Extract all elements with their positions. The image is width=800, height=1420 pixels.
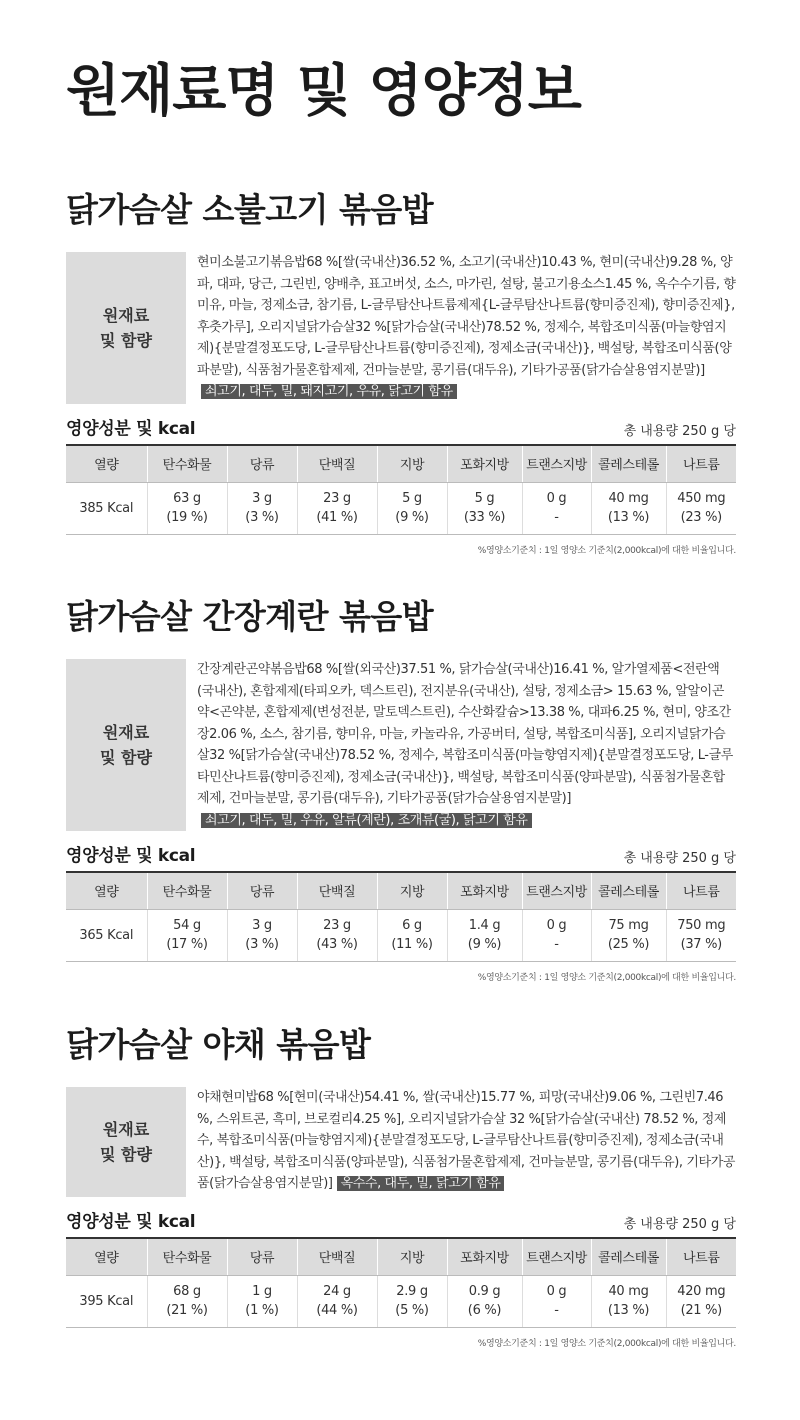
- column-header: 나트륨: [666, 873, 736, 909]
- cell-amount: 750 mg: [677, 918, 726, 933]
- product-name: 닭가슴살 야채 볶음밥: [66, 1025, 371, 1064]
- ingredients-label-line1: 원재료: [102, 723, 150, 742]
- table-cell: [522, 1275, 591, 1327]
- cell-amount: 450 mg: [677, 491, 726, 506]
- table-cell: [297, 909, 377, 961]
- cell-amount: 3 g: [252, 918, 272, 933]
- cell-percent: (3 %): [245, 937, 279, 952]
- nutrition-total: 총 내용량 250 g 당: [623, 424, 736, 439]
- table-cell: [377, 909, 447, 961]
- ingredients-label-line2: 및 함량: [100, 748, 152, 767]
- cell-percent: -: [554, 937, 559, 952]
- ingredients-label: [66, 252, 186, 404]
- cell-amount: 2.9 g: [396, 1284, 428, 1299]
- cell-percent: (19 %): [166, 510, 208, 525]
- cell-percent: (41 %): [316, 510, 358, 525]
- column-header: 콜레스테롤: [591, 1239, 666, 1275]
- cell-amount: 385 Kcal: [79, 500, 134, 516]
- cell-percent: (44 %): [316, 1303, 358, 1318]
- product-name: 닭가슴살 소불고기 볶음밥: [66, 190, 434, 229]
- table-cell: [666, 1275, 736, 1327]
- nutrition-title: 영양성분 및 kcal: [66, 419, 196, 439]
- nutrition-table: [66, 873, 736, 962]
- ingredients-label-line1: 원재료: [102, 306, 150, 325]
- nutrition-table: [66, 1239, 736, 1328]
- cell-percent: (9 %): [395, 510, 429, 525]
- table-cell: [147, 1275, 227, 1327]
- column-header: 트랜스지방: [522, 873, 591, 909]
- footnote: %영양소기준치 : 1일 영양소 기준치(2,000kcal)에 대한 비율입니다.: [477, 1338, 736, 1349]
- cell-percent: (3 %): [245, 510, 279, 525]
- cell-amount: 365 Kcal: [79, 927, 134, 943]
- cell-percent: (43 %): [316, 937, 358, 952]
- table-cell: [147, 482, 227, 534]
- table-cell: [66, 482, 147, 534]
- column-header: 지방: [377, 1239, 447, 1275]
- cell-amount: 24 g: [323, 1284, 351, 1299]
- product-section: [66, 188, 736, 556]
- ingredients-text: [186, 252, 736, 404]
- table-row: [66, 482, 736, 534]
- column-header: 당류: [227, 873, 297, 909]
- column-header: 포화지방: [447, 446, 522, 482]
- cell-percent: (9 %): [467, 937, 502, 952]
- ingredients-text: [186, 1087, 736, 1197]
- column-header: 열량: [66, 1239, 147, 1275]
- table-cell: [591, 909, 666, 961]
- column-header: 트랜스지방: [522, 1239, 591, 1275]
- table-cell: [377, 482, 447, 534]
- column-header: 당류: [227, 1239, 297, 1275]
- cell-percent: (33 %): [463, 510, 506, 525]
- column-header: 단백질: [297, 873, 377, 909]
- cell-amount: 5 g: [402, 491, 422, 506]
- table-header-row: [66, 873, 736, 909]
- ingredients-label-line2: 및 함량: [100, 1145, 152, 1164]
- nutrition-title: 영양성분 및 kcal: [66, 846, 196, 866]
- column-header: 단백질: [297, 1239, 377, 1275]
- table-cell: [66, 1275, 147, 1327]
- table-cell: [666, 482, 736, 534]
- column-header: 지방: [377, 446, 447, 482]
- cell-amount: 1.4 g: [468, 918, 501, 933]
- table-cell: [447, 1275, 522, 1327]
- table-cell: [591, 482, 666, 534]
- table-cell: [377, 1275, 447, 1327]
- allergen-badge: 옥수수, 대두, 밀, 닭고기 함유: [337, 1176, 505, 1191]
- cell-amount: 75 mg: [608, 918, 649, 933]
- ingredients-label: [66, 1087, 186, 1197]
- table-cell: [522, 482, 591, 534]
- cell-amount: 3 g: [252, 491, 272, 506]
- cell-amount: 0 g: [546, 491, 567, 506]
- table-header-row: [66, 1239, 736, 1275]
- column-header: 탄수화물: [147, 873, 227, 909]
- table-cell: [66, 909, 147, 961]
- table-cell: [147, 909, 227, 961]
- ingredients-row: [66, 659, 736, 831]
- cell-percent: (5 %): [395, 1303, 429, 1318]
- cell-percent: (6 %): [467, 1303, 502, 1318]
- cell-percent: (1 %): [245, 1303, 279, 1318]
- table-cell: [522, 909, 591, 961]
- ingredients-text: [186, 659, 736, 831]
- cell-amount: 1 g: [252, 1284, 272, 1299]
- table-header-row: [66, 446, 736, 482]
- ingredients-body: 현미소불고기볶음밥68 %[쌀(국내산)36.52 %, 소고기(국내산)10.43 %, 현미(국내산)9.28 %, 양파, 대파, 당근, 그린빈, 양배추, 표고버섯, 소스, 마가린, 설탕, 불고기용소스1.45 %, 옥수수기름, 향미유, 마늘, 정제소금, 참기름, L-글루탐산나트륨제제{L-글루탐산나트륨(향미증진제), 향미증진제}, 후춧가루], 오리지널닭가슴살32 %[닭가슴살(국내산)78.52 %, 정제수, 복합조미식품(마늘향염지제){분말결정포도당, L-글루탐산나트륨(향미증진제), 정제소금(국내산)}, 백설탕, 복합조미식품(양파분말), 식품첨가물혼합제제, 건마늘분말, 콩기름(대두유), 기타가공품(닭가슴살용염지분말)]: [197, 255, 736, 378]
- cell-percent: (13 %): [607, 510, 650, 525]
- cell-amount: 68 g: [173, 1284, 201, 1299]
- cell-amount: 395 Kcal: [79, 1293, 134, 1309]
- column-header: 트랜스지방: [522, 446, 591, 482]
- column-header: 탄수화물: [147, 1239, 227, 1275]
- footnote: %영양소기준치 : 1일 영양소 기준치(2,000kcal)에 대한 비율입니다.: [477, 545, 736, 556]
- cell-amount: 40 mg: [608, 491, 649, 506]
- cell-amount: 0 g: [546, 1284, 567, 1299]
- product-name: 닭가슴살 간장계란 볶음밥: [66, 597, 434, 636]
- cell-percent: (11 %): [391, 937, 433, 952]
- column-header: 당류: [227, 446, 297, 482]
- column-header: 포화지방: [447, 873, 522, 909]
- table-cell: [227, 1275, 297, 1327]
- allergen-badge: 쇠고기, 대두, 밀, 돼지고기, 우유, 닭고기 함유: [201, 384, 457, 399]
- cell-percent: (21 %): [680, 1303, 722, 1318]
- column-header: 탄수화물: [147, 446, 227, 482]
- cell-amount: 63 g: [173, 491, 201, 506]
- table-cell: [227, 909, 297, 961]
- cell-percent: (23 %): [680, 510, 722, 525]
- nutrition-total: 총 내용량 250 g 당: [623, 851, 736, 866]
- column-header: 나트륨: [666, 446, 736, 482]
- table-cell: [447, 482, 522, 534]
- cell-amount: 23 g: [323, 491, 351, 506]
- nutrition-header: [66, 1207, 736, 1239]
- ingredients-label-line2: 및 함량: [100, 331, 152, 350]
- column-header: 열량: [66, 873, 147, 909]
- cell-amount: 0 g: [546, 918, 567, 933]
- table-cell: [297, 482, 377, 534]
- column-header: 포화지방: [447, 1239, 522, 1275]
- nutrition-total: 총 내용량 250 g 당: [623, 1217, 736, 1232]
- column-header: 열량: [66, 446, 147, 482]
- cell-amount: 6 g: [402, 918, 422, 933]
- cell-percent: (17 %): [166, 937, 208, 952]
- table-cell: [666, 909, 736, 961]
- cell-amount: 0.9 g: [468, 1284, 501, 1299]
- table-row: [66, 1275, 736, 1327]
- cell-percent: (13 %): [607, 1303, 650, 1318]
- nutrition-header: [66, 414, 736, 446]
- page-title: 원재료명 및 영양정보: [66, 59, 581, 124]
- product-section: [66, 595, 736, 983]
- cell-percent: -: [554, 510, 559, 525]
- table-row: [66, 909, 736, 961]
- nutrition-header: [66, 841, 736, 873]
- ingredients-body: 간장계란곤약볶음밥68 %[쌀(외국산)37.51 %, 닭가슴살(국내산)16.41 %, 알가열제품<전란액(국내산), 혼합제제(타피오카, 덱스트린), 전지분유(국내산), 설탕, 정제소금> 15.63 %, 알알이곤약<곤약분, 혼합제제(변성전분, 말토덱스트린), 수산화칼슘>13.38 %, 대파6.25 %, 현미, 양조간장2.06 %, 소스, 참기름, 향미유, 마늘, 카놀라유, 가공버터, 설탕, 복합조미식품], 오리지널닭가슴살32 %[닭가슴살(국내산)78.52 %, 정제수, 복합조미식품(마늘향염지제){분말결정포도당, L-글루타민산나트륨(향미증진제), 정제소금(국내산)}, 백설탕, 복합조미식품(양파분말), 식품첨가물혼합제제, 건마늘분말, 콩기름(대두유), 기타가공품(닭가슴살용염지분말)]: [197, 662, 733, 806]
- cell-amount: 5 g: [474, 491, 495, 506]
- cell-amount: 420 mg: [677, 1284, 726, 1299]
- ingredients-body: 야채현미밥68 %[현미(국내산)54.41 %, 쌀(국내산)15.77 %, 피망(국내산)9.06 %, 그린빈7.46 %, 스위트콘, 흑미, 브로컬리4.25 %], 오리지널닭가슴살 32 %[닭가슴살(국내산) 78.52 %, 정제수, 복합조미식품(마늘향염지제){분말결정포도당, L-글루탐산나트륨(향미증진제), 정제소금(국내산)}, 백설탕, 복합조미식품(양파분말), 식품첨가물혼합제제, 건마늘분말, 콩기름(대두유), 기타가공품(닭가슴살용염지분말)]: [197, 1090, 736, 1191]
- table-cell: [227, 482, 297, 534]
- column-header: 단백질: [297, 446, 377, 482]
- cell-amount: 54 g: [173, 918, 201, 933]
- cell-percent: (25 %): [607, 937, 650, 952]
- cell-amount: 40 mg: [608, 1284, 649, 1299]
- column-header: 콜레스테롤: [591, 873, 666, 909]
- cell-percent: (21 %): [166, 1303, 208, 1318]
- column-header: 나트륨: [666, 1239, 736, 1275]
- ingredients-label: [66, 659, 186, 831]
- column-header: 콜레스테롤: [591, 446, 666, 482]
- ingredients-row: [66, 1087, 736, 1197]
- nutrition-table: [66, 446, 736, 535]
- cell-percent: (37 %): [680, 937, 722, 952]
- cell-percent: -: [554, 1303, 559, 1318]
- allergen-badge: 쇠고기, 대두, 밀, 우유, 알류(계란), 조개류(굴), 닭고기 함유: [201, 813, 532, 828]
- footnote: %영양소기준치 : 1일 영양소 기준치(2,000kcal)에 대한 비율입니다.: [477, 972, 736, 983]
- column-header: 지방: [377, 873, 447, 909]
- ingredients-label-line1: 원재료: [102, 1120, 150, 1139]
- cell-amount: 23 g: [323, 918, 351, 933]
- product-section: [66, 1023, 736, 1349]
- table-cell: [447, 909, 522, 961]
- table-cell: [591, 1275, 666, 1327]
- table-cell: [297, 1275, 377, 1327]
- ingredients-row: [66, 252, 736, 404]
- nutrition-title: 영양성분 및 kcal: [66, 1212, 196, 1232]
